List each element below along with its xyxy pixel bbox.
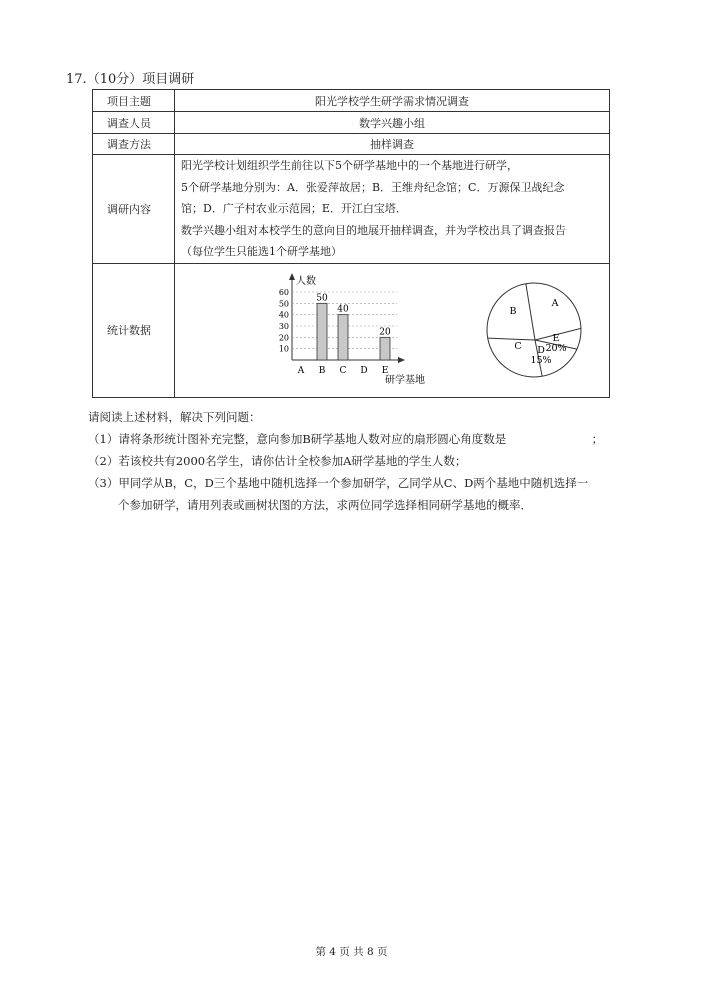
charts-area [175, 264, 609, 397]
y-tick-label: 10 [278, 344, 289, 354]
content-line: 阳光学校计划组织学生前往以下5个研学基地中的一个基地进行研学， [181, 159, 518, 172]
question-2: （2）若该校共有2000名学生，请你估计全校参加A研学基地的学生人数； [88, 454, 467, 468]
question-1-text: （1）请将条形统计图补充完整，意向参加B研学基地人数对应的扇形圆心角度数是 [88, 432, 507, 446]
x-tick-label: D [360, 365, 368, 376]
slice-label-line: E [552, 332, 560, 344]
content-line: 馆；D．广子村农业示范园；E．开江白宝塔． [181, 202, 407, 215]
question-number: 17. [66, 72, 87, 87]
slice-label-line: 20% [545, 342, 567, 354]
stats-cell [175, 263, 610, 397]
content-line: 5个研学基地分别为：A．张爱萍故居；B．王维舟纪念馆；C．万源保卫战纪念 [181, 180, 565, 194]
y-tick-label: 50 [278, 298, 289, 308]
slice-boundary [488, 338, 535, 340]
method-label: 调查方法 [93, 134, 175, 155]
stats-label: 统计数据 [93, 263, 175, 397]
question-title [66, 68, 194, 87]
statistics-charts [175, 264, 609, 397]
slice-boundary [526, 283, 535, 339]
question-3-line1: （3）甲同学从B，C，D三个基地中随机选择一个参加研学，乙同学从C、D两个基地中随机选择一 [88, 476, 589, 490]
slice-label [510, 306, 517, 317]
y-tick-label: 40 [278, 310, 289, 320]
bar [338, 314, 348, 359]
staff-value: 数学兴趣小组 [175, 112, 610, 134]
topic-value: 阳光学校学生研学需求情况调查 [175, 90, 610, 112]
row-content [93, 155, 610, 264]
x-tick-label: C [339, 365, 347, 376]
question-3-line2: 个参加研学，请用列表或画树状图的方法，求两位同学选择相同研学基地的概率． [118, 498, 532, 512]
content-line: （每位学生只能选1个研学基地） [181, 245, 342, 258]
x-axis-label: 研学基地 [385, 374, 425, 386]
row-staff [93, 112, 610, 134]
slice-label [514, 341, 521, 352]
staff-label: 调查人员 [93, 112, 175, 134]
bar [380, 337, 390, 360]
data-label: 20 [379, 326, 391, 337]
slice-label-line: C [514, 340, 522, 352]
x-tick-label: E [381, 365, 389, 376]
slice-label-line: A [551, 297, 559, 309]
method-value: 抽样调查 [175, 134, 610, 155]
question-1 [88, 431, 603, 447]
row-topic [93, 90, 610, 112]
bar [317, 303, 327, 360]
row-method [93, 134, 610, 155]
topic-label: 项目主题 [93, 90, 175, 112]
slice-label-line: 15% [530, 354, 552, 366]
questions-intro: 请阅读上述材料，解决下列问题： [88, 410, 261, 424]
y-axis-arrow [289, 273, 295, 280]
pie-chart [487, 283, 581, 377]
question-1-end: ； [591, 432, 604, 446]
content-label: 调研内容 [93, 155, 175, 264]
x-tick-label: B [318, 365, 326, 376]
y-tick-label: 30 [278, 321, 289, 331]
content-text [175, 155, 610, 264]
survey-table [92, 89, 610, 398]
row-stats [93, 263, 610, 397]
slice-label-line: D [537, 344, 545, 356]
page-footer: 第 4 页 共 8 页 [315, 946, 388, 958]
data-label: 50 [316, 292, 328, 303]
data-label: 40 [337, 304, 349, 315]
y-tick-label: 60 [278, 287, 289, 297]
y-axis-label: 人数 [296, 275, 316, 287]
content-line: 数学兴趣小组对本校学生的意向目的地展开抽样调查，并为学校出具了调查报告 [181, 223, 566, 237]
slice-label-line: B [509, 305, 517, 317]
bar-chart [279, 273, 425, 386]
question-heading: （10分）项目调研 [86, 72, 195, 87]
x-axis-arrow [398, 357, 405, 363]
slice-label [551, 298, 559, 309]
x-tick-label: A [297, 365, 305, 376]
y-tick-label: 20 [278, 332, 289, 342]
